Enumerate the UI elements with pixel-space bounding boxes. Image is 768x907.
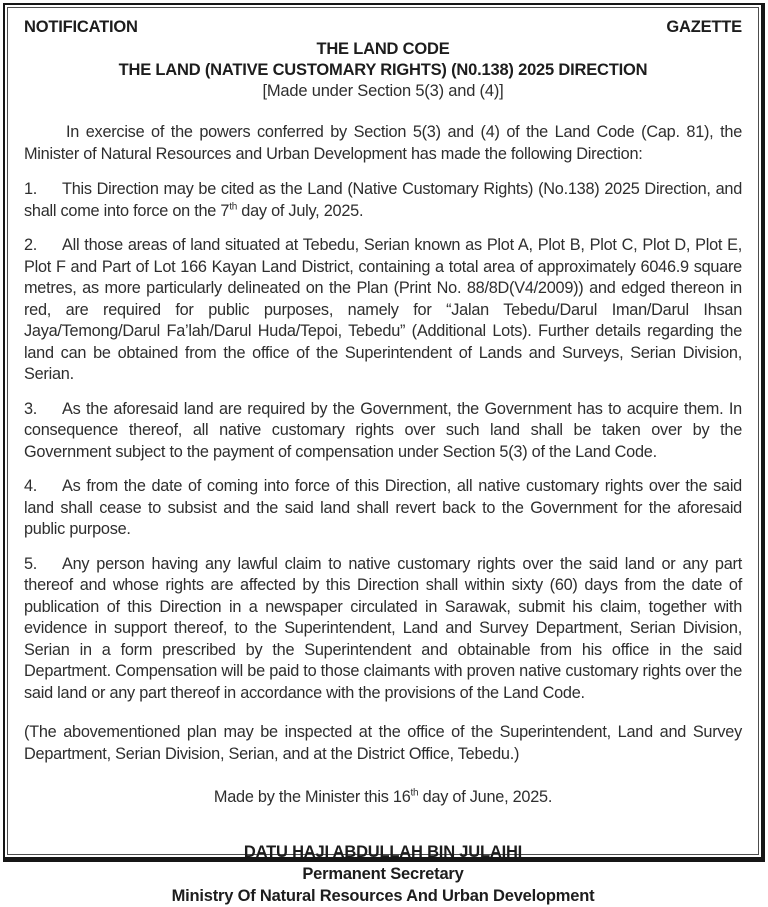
document-title-direction: THE LAND (NATIVE CUSTOMARY RIGHTS) (N0.138) 2025 DIRECTION xyxy=(118,61,648,79)
intro-paragraph: In exercise of the powers conferred by Section 5(3) and (4) of the Land Code (Cap. 81), the Minister of Natural Resources and Urban Development has made the following Direction: xyxy=(24,123,742,163)
paragraph-number: 4. xyxy=(24,477,38,495)
made-line-text: day of June, 2025. xyxy=(418,788,553,806)
paragraph-text: As from the date of coming into force of this Direction, all native customary rights over the said land shall cease to subsist and the said land shall revert back to the Government for the aforesaid public purpose. xyxy=(24,477,742,538)
paragraph-text: This Direction may be cited as the Land (Native Customary Rights) (No.138) 2025 Direction, and shall come into force on the 7 xyxy=(24,180,742,220)
masthead xyxy=(24,18,742,37)
document-outer-border xyxy=(3,3,765,905)
paragraph-text: As the aforesaid land are required by the Government, the Government has to acquire them. In consequence thereof, all native customary rights over such land shall be taken over by the Government subject to the payment of compensation under Section 5(3) of the Land Code. xyxy=(24,399,742,461)
document-subtitle-made-under: [Made under Section 5(3) and (4)] xyxy=(262,82,504,100)
direction-paragraph-4 xyxy=(24,476,742,541)
ordinal-superscript: th xyxy=(229,201,238,213)
direction-paragraph-1 xyxy=(24,179,742,222)
direction-paragraph-3 xyxy=(24,399,742,464)
plan-inspection-note: (The abovementioned plan may be inspected at the office of the Superintendent, Land and Survey Department, Serian Division, Serian, and at the District Office, Tebedu.) xyxy=(24,723,742,763)
ordinal-superscript: th xyxy=(410,787,419,799)
title-block xyxy=(24,39,742,102)
made-by-minister-line xyxy=(24,787,742,809)
document-inner-border xyxy=(7,7,759,905)
paragraph-text: day of July, 2025. xyxy=(237,201,364,220)
direction-paragraph-2 xyxy=(24,235,742,386)
paragraph-number: 1. xyxy=(24,180,38,198)
document-title-land-code: THE LAND CODE xyxy=(316,40,450,58)
paragraph-number: 5. xyxy=(24,554,38,573)
masthead-gazette-label: GAZETTE xyxy=(666,18,742,36)
paragraph-text: Any person having any lawful claim to native customary rights over the said land or any part thereof and whose rights are affected by this Direction shall within sixty (60) days from the date of publication of this Direction in a newspaper circulated in Sarawak, submit his claim, together with evidence in support thereof, to the Superintendent, Land and Survey Department, Serian Division, Serian in a form prescribed by the Superintendent and obtainable from his office in the said Department. Compensation will be paid to those claimants with proven native customary rights over the said land or any part thereof in accordance with the provisions of the Land Code. xyxy=(24,554,742,702)
paragraph-number: 3. xyxy=(24,399,38,418)
document-body xyxy=(24,122,742,907)
made-line-text: Made by the Minister this 16 xyxy=(213,788,411,806)
signatory-name: DATU HAJI ABDULLAH BIN JULAIHI xyxy=(243,842,523,861)
paragraph-number: 2. xyxy=(24,236,38,254)
paragraph-text: All those areas of land situated at Tebedu, Serian known as Plot A, Plot B, Plot C, Plot D, Plot E, Plot F and Part of Lot 166 Kayan Land District, containing a total area of approximately 6046.9 square metres, as more particularly delineated on the Plan (Print No. 88/8D(V4/2009)) and edged thereon in red, are required for public purposes, namely for “Jalan Tebedu/Darul Iman/Darul Ihsan Jaya/Temong/Darul Fa’lah/Darul Huda/Tepoi, Tebedu” (Additional Lots). Further details regarding the land can be obtained from the office of the Superintendent of Lands and Surveys, Serian Division, Serian. xyxy=(24,236,742,383)
masthead-notification-label: NOTIFICATION xyxy=(24,18,138,36)
signature-block xyxy=(24,841,742,907)
signatory-title: Permanent Secretary xyxy=(302,864,464,883)
signatory-ministry: Ministry Of Natural Resources And Urban Development xyxy=(171,886,595,905)
direction-paragraph-5 xyxy=(24,554,742,705)
